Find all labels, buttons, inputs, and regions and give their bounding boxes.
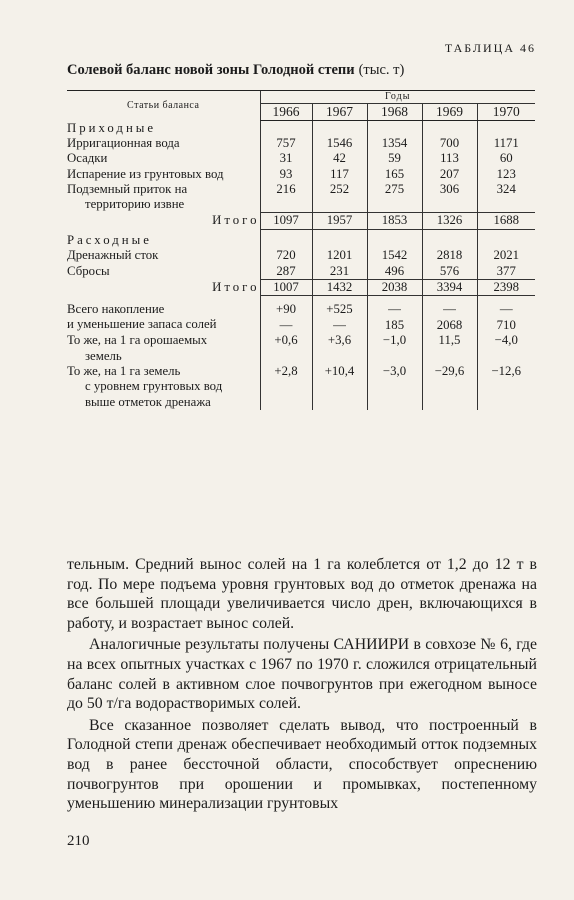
stub-header: Статьи баланса xyxy=(67,91,260,121)
section-title-income: Приходные xyxy=(67,120,157,135)
cell: 2021 xyxy=(477,248,535,263)
row-label-line: и уменьшение запаса солей xyxy=(67,317,217,332)
cell: 117 xyxy=(312,167,367,182)
cell: 1432 xyxy=(312,280,367,296)
row-label xyxy=(67,364,260,410)
row-label-line: То же, на 1 га орошаемых xyxy=(67,333,208,348)
cell: +90 — xyxy=(260,296,312,333)
section-row-income xyxy=(67,121,535,136)
row-label: Испарение из грунтовых вод xyxy=(67,166,224,181)
cell: 324 xyxy=(477,182,535,213)
table-row xyxy=(67,151,535,166)
row-label-line: земель xyxy=(85,348,122,363)
cell: 496 xyxy=(367,264,422,280)
cell: 2818 xyxy=(422,248,477,263)
year-cell: 1970 xyxy=(477,104,535,121)
cell: −3,0 xyxy=(367,364,422,410)
cell: 1853 xyxy=(367,213,422,229)
row-label-line: с уровнем грунтовых вод xyxy=(85,379,223,394)
cell: 216 xyxy=(260,182,312,213)
cell: 1957 xyxy=(312,213,367,229)
cell: 231 xyxy=(312,264,367,280)
page-number: 210 xyxy=(67,833,90,849)
caption-text: Солевой баланс новой зоны Голодной степи xyxy=(67,62,355,78)
table-caption xyxy=(67,62,404,79)
year-cell: 1969 xyxy=(422,104,477,121)
total-row-income xyxy=(67,213,535,229)
table-header-row xyxy=(67,91,535,104)
years-header: Годы xyxy=(260,91,535,104)
cell: 275 xyxy=(367,182,422,213)
table-row xyxy=(67,364,535,410)
table-row xyxy=(67,248,535,263)
cell: +2,8 xyxy=(260,364,312,410)
paragraph: Аналогичные результаты получены САНИИРИ в совхозе № 6, где на всех опытных участках с 1967 по 1970 г. сложился отрицательный баланс солей в активном слое почвогрунтов при ежегодном выносе до 50 т/га водорастворимых солей. xyxy=(67,636,537,713)
row-label-line: Всего накопление xyxy=(67,301,165,316)
cell: 1007 xyxy=(260,280,312,296)
cell: 1201 xyxy=(312,248,367,263)
row-label-line: Подземный приток на xyxy=(67,182,188,197)
cell: — 185 xyxy=(367,296,422,333)
section-title-expense: Расходные xyxy=(67,233,152,248)
cell: 2038 xyxy=(367,280,422,296)
total-label: Итого xyxy=(212,279,260,294)
row-label-line: выше отметок дренажа xyxy=(85,394,211,409)
cell: — 710 xyxy=(477,296,535,333)
cell: 11,5 xyxy=(422,333,477,364)
cell: 165 xyxy=(367,167,422,182)
cell: 207 xyxy=(422,167,477,182)
cell: 93 xyxy=(260,167,312,182)
table-row xyxy=(67,136,535,151)
row-label: Сбросы xyxy=(67,263,110,278)
total-label: Итого xyxy=(212,212,260,227)
cell: 1354 xyxy=(367,136,422,151)
cell: +10,4 xyxy=(312,364,367,410)
cell: 720 xyxy=(260,248,312,263)
table-number: ТАБЛИЦА 46 xyxy=(444,41,536,55)
cell: 1688 xyxy=(477,213,535,229)
cell: +3,6 xyxy=(312,333,367,364)
cell: 1097 xyxy=(260,213,312,229)
cell: 252 xyxy=(312,182,367,213)
table-row xyxy=(67,167,535,182)
cell: 3394 xyxy=(422,280,477,296)
cell: −29,6 xyxy=(422,364,477,410)
cell: 287 xyxy=(260,264,312,280)
cell: 42 xyxy=(312,151,367,166)
paragraph: тельным. Средний вынос солей на 1 га колеблется от 1,2 до 12 т в год. По мере подъема уровня грунтовых вод до отметок дренажа на все большей площади увеличивается число дрен, включающихся в работу, и возрастает вынос солей. xyxy=(67,556,537,632)
cell: 60 xyxy=(477,151,535,166)
row-label: Ирригационная вода xyxy=(67,136,180,151)
total-row-expense xyxy=(67,280,535,296)
row-label: Осадки xyxy=(67,151,108,166)
cell: 377 xyxy=(477,264,535,280)
cell: 59 xyxy=(367,151,422,166)
body-text xyxy=(67,555,537,814)
table-row xyxy=(67,333,535,364)
cell: +0,6 xyxy=(260,333,312,364)
table-row xyxy=(67,264,535,280)
cell: 31 xyxy=(260,151,312,166)
cell: 1546 xyxy=(312,136,367,151)
cell: 700 xyxy=(422,136,477,151)
cell: 2398 xyxy=(477,280,535,296)
cell: — 2068 xyxy=(422,296,477,333)
cell: 1171 xyxy=(477,136,535,151)
year-cell: 1967 xyxy=(312,104,367,121)
cell: 576 xyxy=(422,264,477,280)
cell: 1326 xyxy=(422,213,477,229)
row-label-line: территорию извне xyxy=(85,197,185,212)
cell: 113 xyxy=(422,151,477,166)
year-cell: 1966 xyxy=(260,104,312,121)
row-label: Дренажный сток xyxy=(67,248,159,263)
row-label xyxy=(67,333,260,364)
row-label-line: То же, на 1 га земель xyxy=(67,363,181,378)
table-row xyxy=(67,296,535,333)
cell: 306 xyxy=(422,182,477,213)
cell: −4,0 xyxy=(477,333,535,364)
cell: −1,0 xyxy=(367,333,422,364)
row-label xyxy=(67,296,260,333)
caption-unit: (тыс. т) xyxy=(358,62,405,78)
cell: 1542 xyxy=(367,248,422,263)
row-label xyxy=(67,182,260,213)
cell: +525 — xyxy=(312,296,367,333)
cell: 123 xyxy=(477,167,535,182)
cell: 757 xyxy=(260,136,312,151)
paragraph: Все сказанное позволяет сделать вывод, что построенный в Голодной степи дренаж обеспечивает необходимый отток подземных вод в ранее бессточной области, способствует опреснению почвогрунтов при орошении и промывках, постепенному уменьшению минерализации грунтовых xyxy=(67,716,537,813)
salt-balance-table xyxy=(67,90,535,410)
table-row xyxy=(67,182,535,213)
cell: −12,6 xyxy=(477,364,535,410)
section-row-expense xyxy=(67,229,535,248)
year-cell: 1968 xyxy=(367,104,422,121)
